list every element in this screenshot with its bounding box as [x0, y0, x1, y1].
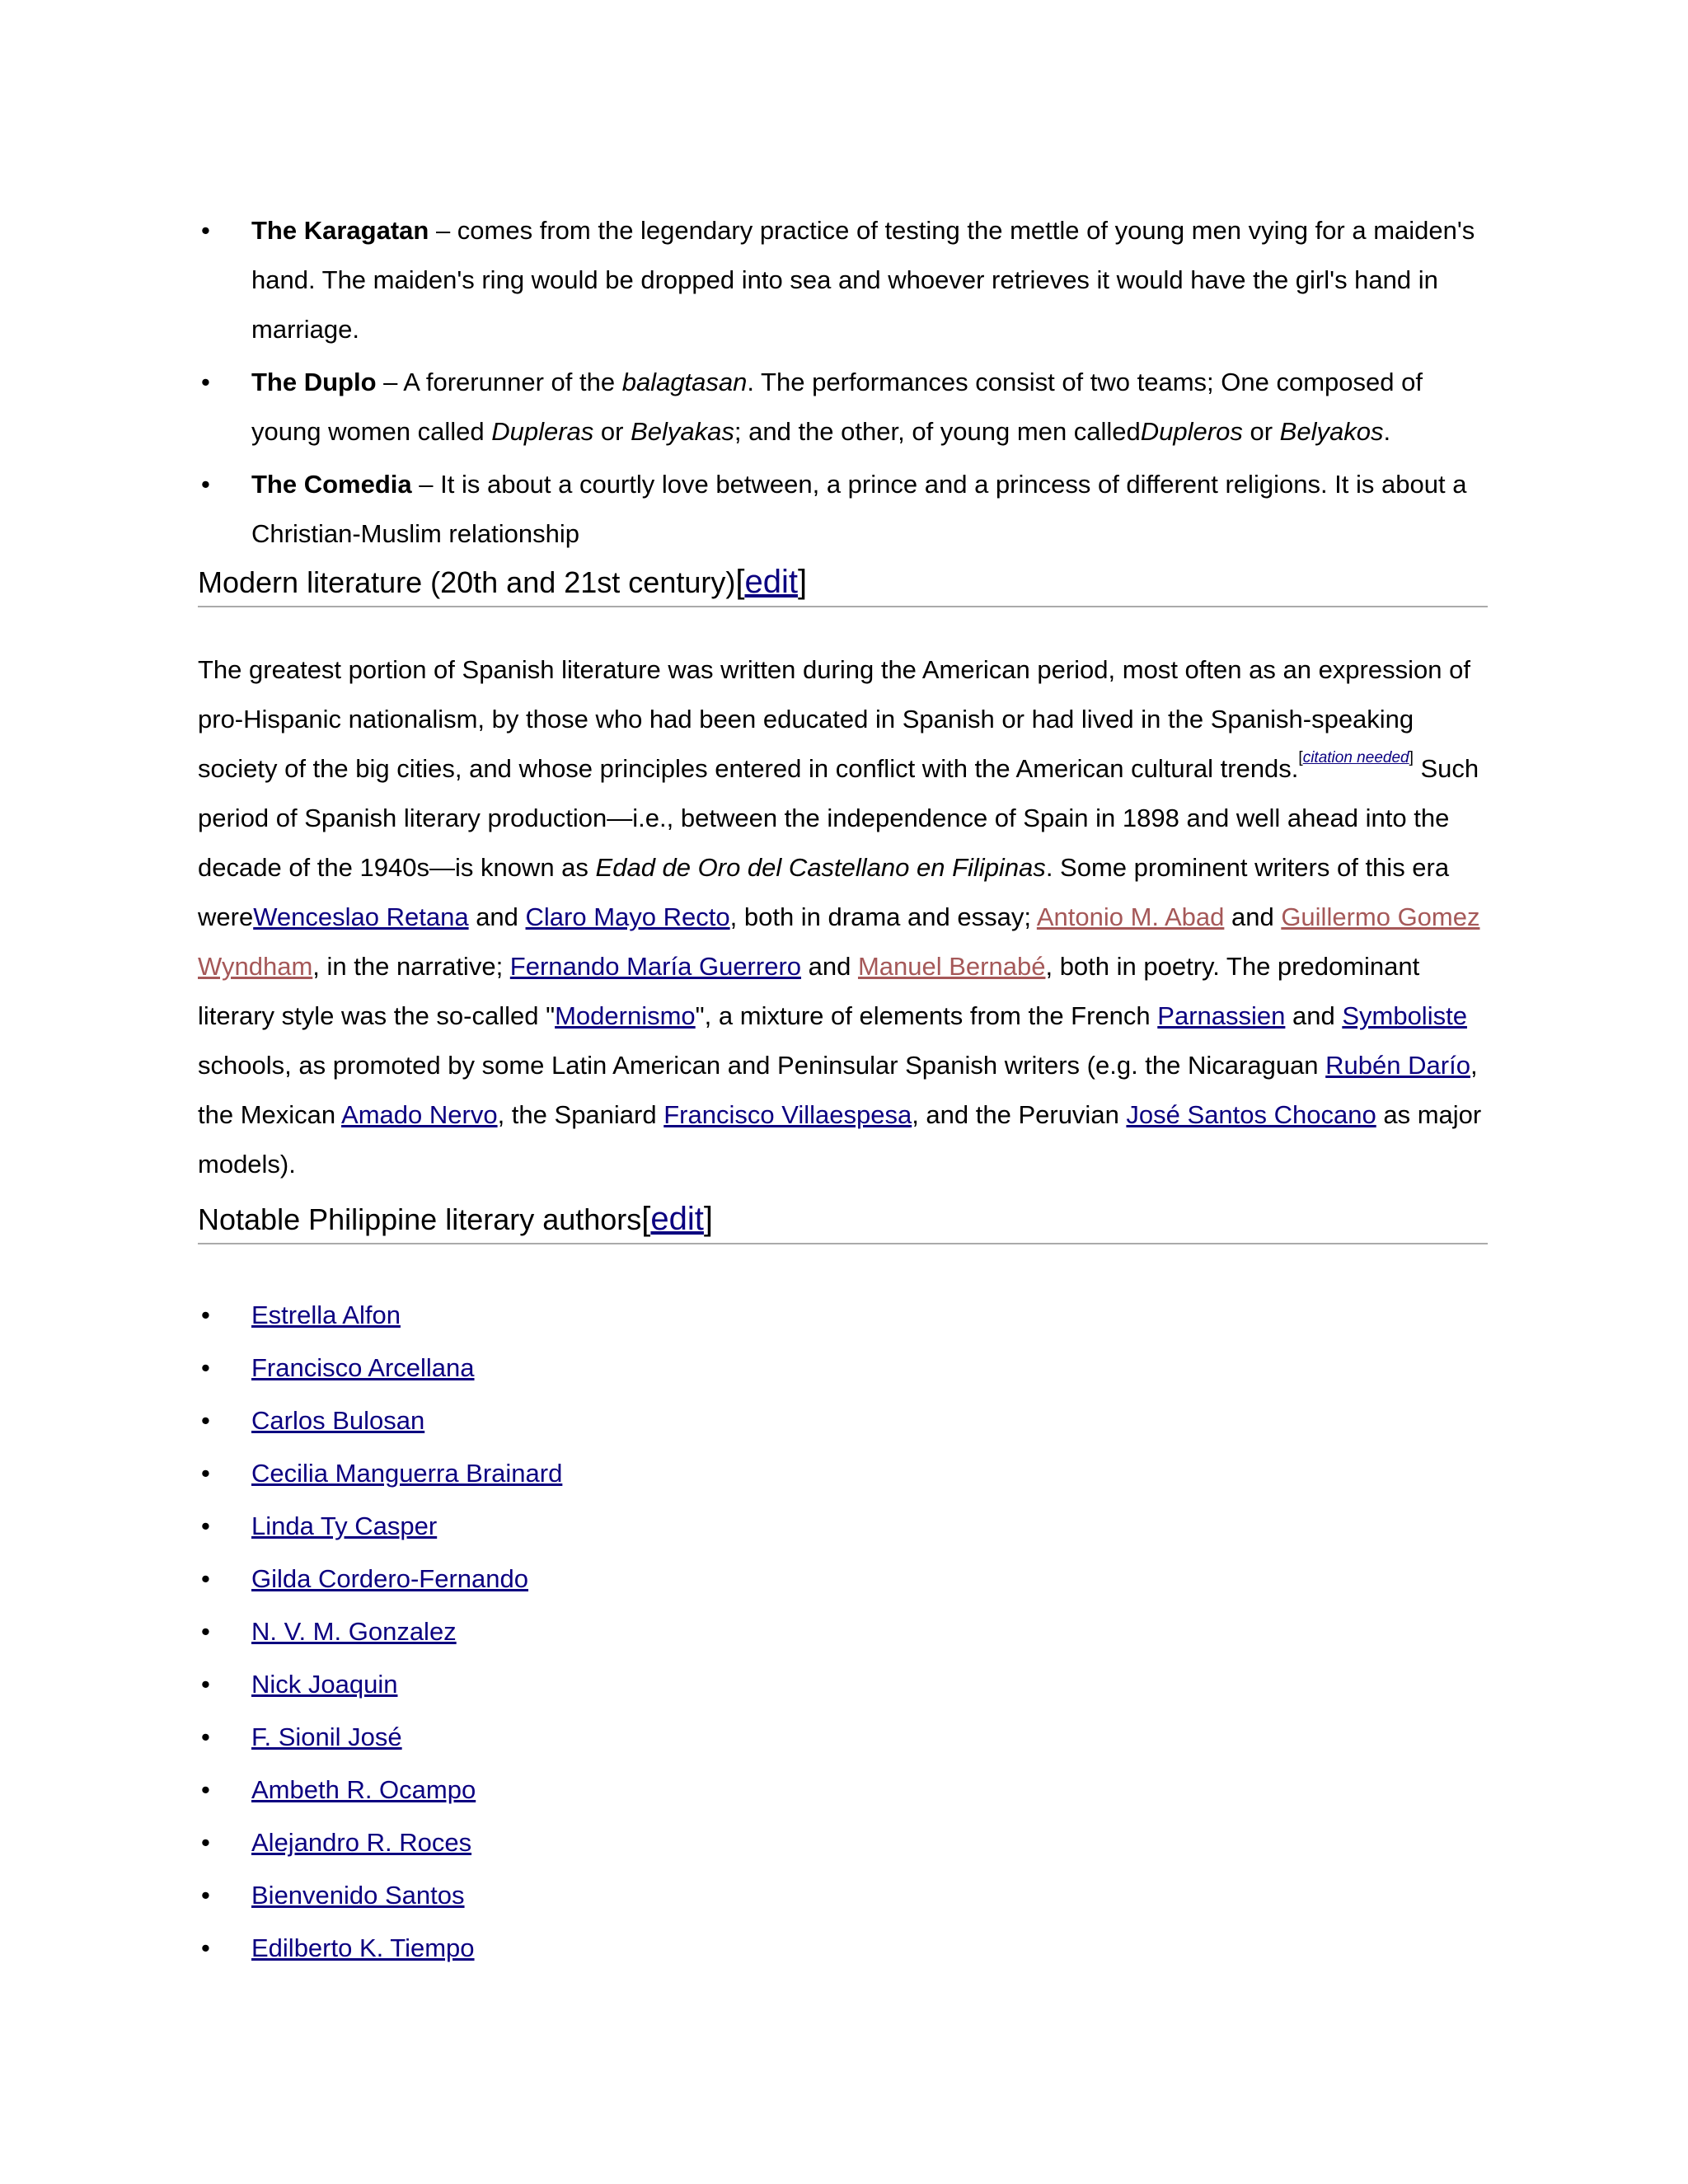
text: , the Spaniard: [497, 1100, 664, 1129]
list-item: [198, 1877, 1488, 1930]
list-item: [198, 1561, 1488, 1614]
text: Such period of Spanish literary production—i.e., between the independence of Spain in 1898 and well ahead into the decade of the 1940s—is known as: [198, 754, 1479, 882]
bullet: •: [201, 1511, 210, 1540]
list-item: [198, 1825, 1488, 1877]
heading-modern-text: Modern literature (20th and 21st century): [198, 565, 736, 599]
italic-balagtasan: balagtasan: [621, 368, 748, 396]
cite-bracket-open: [: [1298, 749, 1303, 766]
bullet: •: [201, 1301, 210, 1329]
author-link[interactable]: Francisco Arcellana: [251, 1353, 475, 1382]
authors-list: [198, 1297, 1488, 1983]
citation-needed-link[interactable]: citation needed: [1302, 749, 1409, 766]
author-link[interactable]: Alejandro R. Roces: [251, 1828, 472, 1857]
author-link[interactable]: N. V. M. Gonzalez: [251, 1617, 457, 1646]
bullet: •: [201, 1617, 210, 1646]
cite-bracket-close: ]: [1409, 749, 1414, 766]
desc-duplo-3: or: [593, 417, 631, 446]
redlink-manuel-bernabe[interactable]: Manuel Bernabé: [857, 952, 1046, 981]
bullet: •: [201, 1933, 210, 1962]
desc-duplo-6: .: [1383, 417, 1391, 446]
text: , the Mexican: [198, 1051, 1478, 1129]
link-wenceslao-retana[interactable]: Wenceslao Retana: [253, 902, 469, 931]
italic-belyakos: Belyakos: [1279, 417, 1384, 446]
bullet: •: [201, 1564, 210, 1593]
text: and: [1285, 1001, 1343, 1030]
term-duplo: The Duplo: [251, 368, 377, 396]
author-link[interactable]: Estrella Alfon: [251, 1301, 401, 1329]
heading-notable-authors: [198, 1199, 1488, 1244]
edit-bracket-open: [: [735, 564, 745, 600]
list-item: [198, 1455, 1488, 1508]
bullet: •: [201, 1722, 210, 1751]
text: as major models).: [198, 1100, 1482, 1179]
forms-list: [198, 206, 1488, 559]
edit-bracket-close: ]: [797, 564, 808, 600]
desc-comedia: – It is about a courtly love between, a prince and a princess of different religions. It is about a Christian-Muslim relationship: [251, 470, 1467, 548]
list-item: [198, 1350, 1488, 1403]
modern-paragraph: [198, 645, 1488, 1189]
author-link[interactable]: Bienvenido Santos: [251, 1881, 465, 1910]
text: The greatest portion of Spanish literature was written during the American period, most often as an expression of pro-Hispanic nationalism, by those who had been educated in Spanish or had lived in the Spanish-speaking society of the big cities, and whose principles entered in conflict with the American cultural trends.: [198, 655, 1470, 783]
list-item: [198, 1772, 1488, 1825]
author-link[interactable]: Cecilia Manguerra Brainard: [251, 1459, 563, 1488]
link-parnassien[interactable]: Parnassien: [1157, 1001, 1286, 1030]
bullet: •: [201, 216, 210, 245]
text: schools, as promoted by some Latin American and Peninsular Spanish writers (e.g. the Nicaraguan: [198, 1051, 1326, 1080]
desc-duplo-1: – A forerunner of the: [376, 368, 622, 396]
link-claro-mayo-recto[interactable]: Claro Mayo Recto: [525, 902, 730, 931]
link-ruben-dario[interactable]: Rubén Darío: [1325, 1051, 1470, 1080]
edit-link-modern[interactable]: edit: [744, 564, 798, 600]
term-karagatan: The Karagatan: [251, 216, 429, 245]
list-item: [198, 1297, 1488, 1350]
bullet: •: [201, 1881, 210, 1910]
list-item-karagatan: [198, 206, 1488, 354]
edit-section-link: [735, 564, 807, 600]
desc-karagatan: – comes from the legendary practice of testing the mettle of young men vying for a maiden's hand. The maiden's ring would be dropped into sea and whoever retrieves it would have the girl's hand in marriage.: [251, 216, 1475, 344]
edit-bracket-open: [: [641, 1201, 651, 1237]
author-link[interactable]: Gilda Cordero-Fernando: [251, 1564, 529, 1593]
text: , both in poetry. The predominant literary style was the so-called ": [198, 952, 1420, 1030]
link-amado-nervo[interactable]: Amado Nervo: [341, 1100, 498, 1129]
bullet: •: [201, 1353, 210, 1382]
list-item: [198, 1508, 1488, 1561]
link-jose-santos-chocano[interactable]: José Santos Chocano: [1126, 1100, 1376, 1129]
bullet: •: [201, 1775, 210, 1804]
list-item-duplo: [198, 358, 1488, 457]
bullet: •: [201, 1828, 210, 1857]
edit-bracket-close: ]: [703, 1201, 714, 1237]
bullet: •: [201, 1406, 210, 1435]
link-fernando-maria-guerrero[interactable]: Fernando María Guerrero: [509, 952, 802, 981]
document-page: [198, 206, 1488, 1983]
text: . Some prominent writers of this era were: [198, 853, 1450, 931]
list-item: [198, 1403, 1488, 1455]
list-item-comedia: [198, 460, 1488, 559]
list-item: [198, 1614, 1488, 1666]
desc-duplo-2: . The performances consist of two teams; One composed of young women called: [251, 368, 1423, 446]
edit-section-link: [641, 1201, 713, 1237]
list-item: [198, 1930, 1488, 1983]
term-comedia: The Comedia: [251, 470, 412, 499]
heading-modern-literature: [198, 562, 1488, 607]
text: and: [801, 952, 858, 981]
desc-duplo-5: or: [1242, 417, 1280, 446]
redlink-antonio-abad[interactable]: Antonio M. Abad: [1036, 902, 1225, 931]
edit-link-authors[interactable]: edit: [650, 1201, 704, 1237]
author-link[interactable]: Edilberto K. Tiempo: [251, 1933, 475, 1962]
text: and: [468, 902, 526, 931]
link-symboliste[interactable]: Symboliste: [1342, 1001, 1467, 1030]
bullet: •: [201, 1459, 210, 1488]
author-link[interactable]: Linda Ty Casper: [251, 1511, 438, 1540]
link-modernismo[interactable]: Modernismo: [555, 1001, 696, 1030]
italic-dupleras: Dupleras: [491, 417, 594, 446]
author-link[interactable]: Ambeth R. Ocampo: [251, 1775, 476, 1804]
text: ", a mixture of elements from the French: [695, 1001, 1158, 1030]
text: and: [1224, 902, 1282, 931]
bullet: •: [201, 368, 210, 396]
author-link[interactable]: F. Sionil José: [251, 1722, 402, 1751]
text: , and the Peruvian: [912, 1100, 1127, 1129]
author-link[interactable]: Nick Joaquin: [251, 1670, 398, 1699]
bullet: •: [201, 470, 210, 499]
redlink-guillermo-gomez-wyndham[interactable]: Guillermo Gomez Wyndham: [198, 902, 1480, 981]
list-item: [198, 1666, 1488, 1719]
italic-era-name: Edad de Oro del Castellano en Filipinas: [595, 853, 1046, 882]
bullet: •: [201, 1670, 210, 1699]
list-item: [198, 1719, 1488, 1772]
citation-needed: [1298, 749, 1413, 766]
text: , in the narrative;: [312, 952, 510, 981]
link-francisco-villaespesa[interactable]: Francisco Villaespesa: [663, 1100, 912, 1129]
text: , both in drama and essay;: [729, 902, 1037, 931]
heading-authors-text: Notable Philippine literary authors: [198, 1202, 642, 1236]
author-link[interactable]: Carlos Bulosan: [251, 1406, 425, 1435]
italic-belyakas: Belyakas: [631, 417, 734, 446]
desc-duplo-4: ; and the other, of young men called: [734, 417, 1141, 446]
italic-dupleros: Dupleros: [1140, 417, 1243, 446]
